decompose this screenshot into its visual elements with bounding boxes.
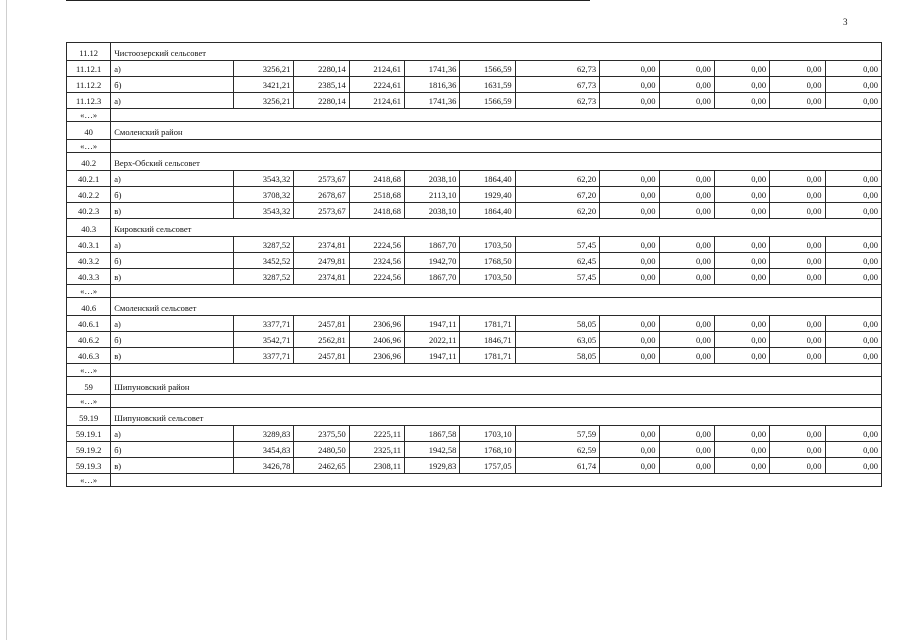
row-letter: а) <box>111 93 234 109</box>
value-cell: 0,00 <box>600 77 659 93</box>
section-code: 40 <box>67 122 111 140</box>
continuation-row <box>67 395 882 408</box>
section-name: Верх-Обский сельсовет <box>111 153 882 171</box>
value-cell: 0,00 <box>714 332 769 348</box>
section-name: Смоленский сельсовет <box>111 298 882 316</box>
value-cell: 0,00 <box>714 61 769 77</box>
table-row <box>67 332 882 348</box>
value-cell: 2375,50 <box>294 426 349 442</box>
value-cell: 3543,32 <box>234 203 294 219</box>
scan-edge-mark <box>6 0 7 640</box>
value-cell: 2418,68 <box>349 171 404 187</box>
value-cell: 2280,14 <box>294 61 349 77</box>
value-cell: 0,00 <box>600 332 659 348</box>
value-cell: 1566,59 <box>460 61 515 77</box>
value-cell: 67,73 <box>515 77 600 93</box>
section-code: 40.2 <box>67 153 111 171</box>
value-cell: 1741,36 <box>405 61 460 77</box>
value-cell: 62,20 <box>515 171 600 187</box>
value-cell: 0,00 <box>714 316 769 332</box>
value-cell: 0,00 <box>659 253 714 269</box>
value-cell: 0,00 <box>825 332 882 348</box>
table-row <box>67 269 882 285</box>
row-letter: а) <box>111 237 234 253</box>
value-cell: 2462,65 <box>294 458 349 474</box>
value-cell: 0,00 <box>770 458 825 474</box>
value-cell: 0,00 <box>825 203 882 219</box>
row-code: 59.19.1 <box>67 426 111 442</box>
value-cell: 3377,71 <box>234 316 294 332</box>
section-name: Чистоозерский сельсовет <box>111 43 882 61</box>
continuation-blank <box>111 285 882 298</box>
value-cell: 0,00 <box>659 187 714 203</box>
value-cell: 2306,96 <box>349 348 404 364</box>
value-cell: 58,05 <box>515 316 600 332</box>
continuation-mark: «…» <box>67 140 111 153</box>
value-cell: 3287,52 <box>234 269 294 285</box>
value-cell: 0,00 <box>600 426 659 442</box>
value-cell: 0,00 <box>600 269 659 285</box>
value-cell: 2224,56 <box>349 237 404 253</box>
value-cell: 2224,61 <box>349 77 404 93</box>
value-cell: 0,00 <box>770 203 825 219</box>
row-code: 40.6.1 <box>67 316 111 332</box>
value-cell: 0,00 <box>659 458 714 474</box>
value-cell: 0,00 <box>600 442 659 458</box>
value-cell: 62,45 <box>515 253 600 269</box>
value-cell: 0,00 <box>825 253 882 269</box>
value-cell: 67,20 <box>515 187 600 203</box>
table-row <box>67 348 882 364</box>
value-cell: 61,74 <box>515 458 600 474</box>
value-cell: 0,00 <box>659 348 714 364</box>
value-cell: 0,00 <box>600 171 659 187</box>
value-cell: 2385,14 <box>294 77 349 93</box>
value-cell: 2518,68 <box>349 187 404 203</box>
value-cell: 63,05 <box>515 332 600 348</box>
value-cell: 57,45 <box>515 237 600 253</box>
value-cell: 0,00 <box>825 442 882 458</box>
value-cell: 0,00 <box>600 203 659 219</box>
section-row <box>67 43 882 61</box>
value-cell: 3421,21 <box>234 77 294 93</box>
continuation-row <box>67 109 882 122</box>
value-cell: 1768,50 <box>460 253 515 269</box>
value-cell: 0,00 <box>770 332 825 348</box>
value-cell: 1947,11 <box>405 316 460 332</box>
value-cell: 0,00 <box>770 61 825 77</box>
row-code: 59.19.2 <box>67 442 111 458</box>
value-cell: 2479,81 <box>294 253 349 269</box>
row-letter: а) <box>111 316 234 332</box>
value-cell: 1942,70 <box>405 253 460 269</box>
row-letter: а) <box>111 61 234 77</box>
table-row <box>67 253 882 269</box>
value-cell: 3454,83 <box>234 442 294 458</box>
row-code: 11.12.2 <box>67 77 111 93</box>
value-cell: 57,45 <box>515 269 600 285</box>
section-row <box>67 377 882 395</box>
value-cell: 0,00 <box>770 348 825 364</box>
section-name: Шипуновский район <box>111 377 882 395</box>
value-cell: 0,00 <box>770 237 825 253</box>
row-code: 40.2.3 <box>67 203 111 219</box>
value-cell: 0,00 <box>714 458 769 474</box>
value-cell: 2225,11 <box>349 426 404 442</box>
section-row <box>67 122 882 140</box>
value-cell: 0,00 <box>770 93 825 109</box>
value-cell: 1566,59 <box>460 93 515 109</box>
value-cell: 2324,56 <box>349 253 404 269</box>
value-cell: 0,00 <box>659 171 714 187</box>
continuation-blank <box>111 395 882 408</box>
value-cell: 0,00 <box>825 237 882 253</box>
value-cell: 0,00 <box>659 332 714 348</box>
table-row <box>67 187 882 203</box>
section-name: Шипуновский сельсовет <box>111 408 882 426</box>
row-letter: б) <box>111 332 234 348</box>
value-cell: 1867,70 <box>405 269 460 285</box>
value-cell: 0,00 <box>825 348 882 364</box>
continuation-mark: «…» <box>67 285 111 298</box>
value-cell: 0,00 <box>600 316 659 332</box>
value-cell: 2480,50 <box>294 442 349 458</box>
value-cell: 0,00 <box>600 187 659 203</box>
value-cell: 1816,36 <box>405 77 460 93</box>
continuation-mark: «…» <box>67 474 111 487</box>
value-cell: 2224,56 <box>349 269 404 285</box>
continuation-row <box>67 364 882 377</box>
value-cell: 0,00 <box>714 442 769 458</box>
value-cell: 0,00 <box>825 316 882 332</box>
row-code: 40.3.3 <box>67 269 111 285</box>
value-cell: 2418,68 <box>349 203 404 219</box>
value-cell: 1781,71 <box>460 348 515 364</box>
row-letter: б) <box>111 187 234 203</box>
table-row <box>67 203 882 219</box>
previous-page-rule <box>66 0 590 1</box>
section-code: 11.12 <box>67 43 111 61</box>
value-cell: 0,00 <box>825 171 882 187</box>
value-cell: 0,00 <box>825 269 882 285</box>
value-cell: 62,59 <box>515 442 600 458</box>
value-cell: 0,00 <box>714 269 769 285</box>
value-cell: 3256,21 <box>234 93 294 109</box>
value-cell: 2308,11 <box>349 458 404 474</box>
continuation-mark: «…» <box>67 395 111 408</box>
value-cell: 0,00 <box>600 93 659 109</box>
value-cell: 0,00 <box>714 348 769 364</box>
value-cell: 1929,40 <box>460 187 515 203</box>
value-cell: 0,00 <box>825 61 882 77</box>
value-cell: 0,00 <box>714 77 769 93</box>
table-row <box>67 237 882 253</box>
value-cell: 1867,70 <box>405 237 460 253</box>
value-cell: 2280,14 <box>294 93 349 109</box>
continuation-blank <box>111 364 882 377</box>
value-cell: 1867,58 <box>405 426 460 442</box>
value-cell: 0,00 <box>770 269 825 285</box>
section-row <box>67 298 882 316</box>
value-cell: 1703,10 <box>460 426 515 442</box>
continuation-row <box>67 285 882 298</box>
row-letter: б) <box>111 77 234 93</box>
value-cell: 0,00 <box>825 187 882 203</box>
value-cell: 0,00 <box>714 253 769 269</box>
row-letter: б) <box>111 442 234 458</box>
value-cell: 62,73 <box>515 93 600 109</box>
value-cell: 1947,11 <box>405 348 460 364</box>
value-cell: 2306,96 <box>349 316 404 332</box>
table-row <box>67 171 882 187</box>
value-cell: 3426,78 <box>234 458 294 474</box>
value-cell: 2325,11 <box>349 442 404 458</box>
section-row <box>67 408 882 426</box>
value-cell: 0,00 <box>659 442 714 458</box>
value-cell: 2038,10 <box>405 203 460 219</box>
value-cell: 0,00 <box>659 316 714 332</box>
value-cell: 2124,61 <box>349 61 404 77</box>
value-cell: 0,00 <box>714 237 769 253</box>
row-code: 40.2.1 <box>67 171 111 187</box>
row-letter: а) <box>111 171 234 187</box>
value-cell: 0,00 <box>770 442 825 458</box>
table-row <box>67 442 882 458</box>
continuation-blank <box>111 109 882 122</box>
value-cell: 0,00 <box>600 253 659 269</box>
value-cell: 0,00 <box>770 426 825 442</box>
value-cell: 0,00 <box>825 458 882 474</box>
value-cell: 2022,11 <box>405 332 460 348</box>
row-code: 40.6.2 <box>67 332 111 348</box>
section-code: 59.19 <box>67 408 111 426</box>
value-cell: 57,59 <box>515 426 600 442</box>
value-cell: 0,00 <box>659 77 714 93</box>
value-cell: 2124,61 <box>349 93 404 109</box>
table-row <box>67 77 882 93</box>
row-code: 11.12.1 <box>67 61 111 77</box>
value-cell: 0,00 <box>770 253 825 269</box>
value-cell: 2573,67 <box>294 203 349 219</box>
value-cell: 3542,71 <box>234 332 294 348</box>
table-row <box>67 426 882 442</box>
value-cell: 0,00 <box>825 77 882 93</box>
value-cell: 0,00 <box>714 203 769 219</box>
value-cell: 2457,81 <box>294 348 349 364</box>
value-cell: 2406,96 <box>349 332 404 348</box>
value-cell: 1846,71 <box>460 332 515 348</box>
value-cell: 2038,10 <box>405 171 460 187</box>
value-cell: 0,00 <box>825 93 882 109</box>
value-cell: 2374,81 <box>294 237 349 253</box>
value-cell: 1741,36 <box>405 93 460 109</box>
section-name: Смоленский район <box>111 122 882 140</box>
continuation-blank <box>111 140 882 153</box>
value-cell: 0,00 <box>770 171 825 187</box>
table-row <box>67 93 882 109</box>
row-letter: в) <box>111 269 234 285</box>
row-letter: в) <box>111 348 234 364</box>
tariff-table <box>66 42 882 487</box>
continuation-blank <box>111 474 882 487</box>
section-row <box>67 219 882 237</box>
table-row <box>67 458 882 474</box>
value-cell: 0,00 <box>659 269 714 285</box>
value-cell: 62,73 <box>515 61 600 77</box>
value-cell: 1631,59 <box>460 77 515 93</box>
value-cell: 0,00 <box>659 93 714 109</box>
value-cell: 0,00 <box>714 93 769 109</box>
continuation-mark: «…» <box>67 364 111 377</box>
value-cell: 0,00 <box>659 203 714 219</box>
row-code: 40.6.3 <box>67 348 111 364</box>
value-cell: 2457,81 <box>294 316 349 332</box>
value-cell: 2374,81 <box>294 269 349 285</box>
page-number: 3 <box>843 17 848 27</box>
row-letter: а) <box>111 426 234 442</box>
continuation-row <box>67 140 882 153</box>
value-cell: 1864,40 <box>460 203 515 219</box>
row-code: 40.2.2 <box>67 187 111 203</box>
continuation-mark: «…» <box>67 109 111 122</box>
value-cell: 0,00 <box>714 426 769 442</box>
value-cell: 1942,58 <box>405 442 460 458</box>
table-row <box>67 316 882 332</box>
continuation-row <box>67 474 882 487</box>
value-cell: 1768,10 <box>460 442 515 458</box>
value-cell: 3289,83 <box>234 426 294 442</box>
value-cell: 0,00 <box>600 348 659 364</box>
value-cell: 0,00 <box>659 426 714 442</box>
row-letter: б) <box>111 253 234 269</box>
value-cell: 0,00 <box>600 61 659 77</box>
value-cell: 0,00 <box>659 61 714 77</box>
value-cell: 3543,32 <box>234 171 294 187</box>
row-letter: в) <box>111 203 234 219</box>
section-code: 40.3 <box>67 219 111 237</box>
value-cell: 0,00 <box>659 237 714 253</box>
row-code: 59.19.3 <box>67 458 111 474</box>
value-cell: 0,00 <box>770 187 825 203</box>
value-cell: 0,00 <box>825 426 882 442</box>
value-cell: 58,05 <box>515 348 600 364</box>
section-row <box>67 153 882 171</box>
value-cell: 2573,67 <box>294 171 349 187</box>
value-cell: 0,00 <box>770 316 825 332</box>
section-code: 59 <box>67 377 111 395</box>
table-body <box>67 43 882 487</box>
table-row <box>67 61 882 77</box>
value-cell: 2113,10 <box>405 187 460 203</box>
value-cell: 3256,21 <box>234 61 294 77</box>
value-cell: 1781,71 <box>460 316 515 332</box>
value-cell: 0,00 <box>770 77 825 93</box>
value-cell: 3708,32 <box>234 187 294 203</box>
value-cell: 3452,52 <box>234 253 294 269</box>
value-cell: 2562,81 <box>294 332 349 348</box>
value-cell: 1703,50 <box>460 237 515 253</box>
value-cell: 3377,71 <box>234 348 294 364</box>
value-cell: 1757,05 <box>460 458 515 474</box>
section-name: Кировский сельсовет <box>111 219 882 237</box>
value-cell: 62,20 <box>515 203 600 219</box>
row-code: 40.3.1 <box>67 237 111 253</box>
section-code: 40.6 <box>67 298 111 316</box>
value-cell: 0,00 <box>714 171 769 187</box>
value-cell: 1864,40 <box>460 171 515 187</box>
value-cell: 1929,83 <box>405 458 460 474</box>
value-cell: 1703,50 <box>460 269 515 285</box>
row-code: 40.3.2 <box>67 253 111 269</box>
value-cell: 3287,52 <box>234 237 294 253</box>
value-cell: 0,00 <box>600 237 659 253</box>
row-letter: в) <box>111 458 234 474</box>
value-cell: 0,00 <box>600 458 659 474</box>
value-cell: 2678,67 <box>294 187 349 203</box>
value-cell: 0,00 <box>714 187 769 203</box>
row-code: 11.12.3 <box>67 93 111 109</box>
